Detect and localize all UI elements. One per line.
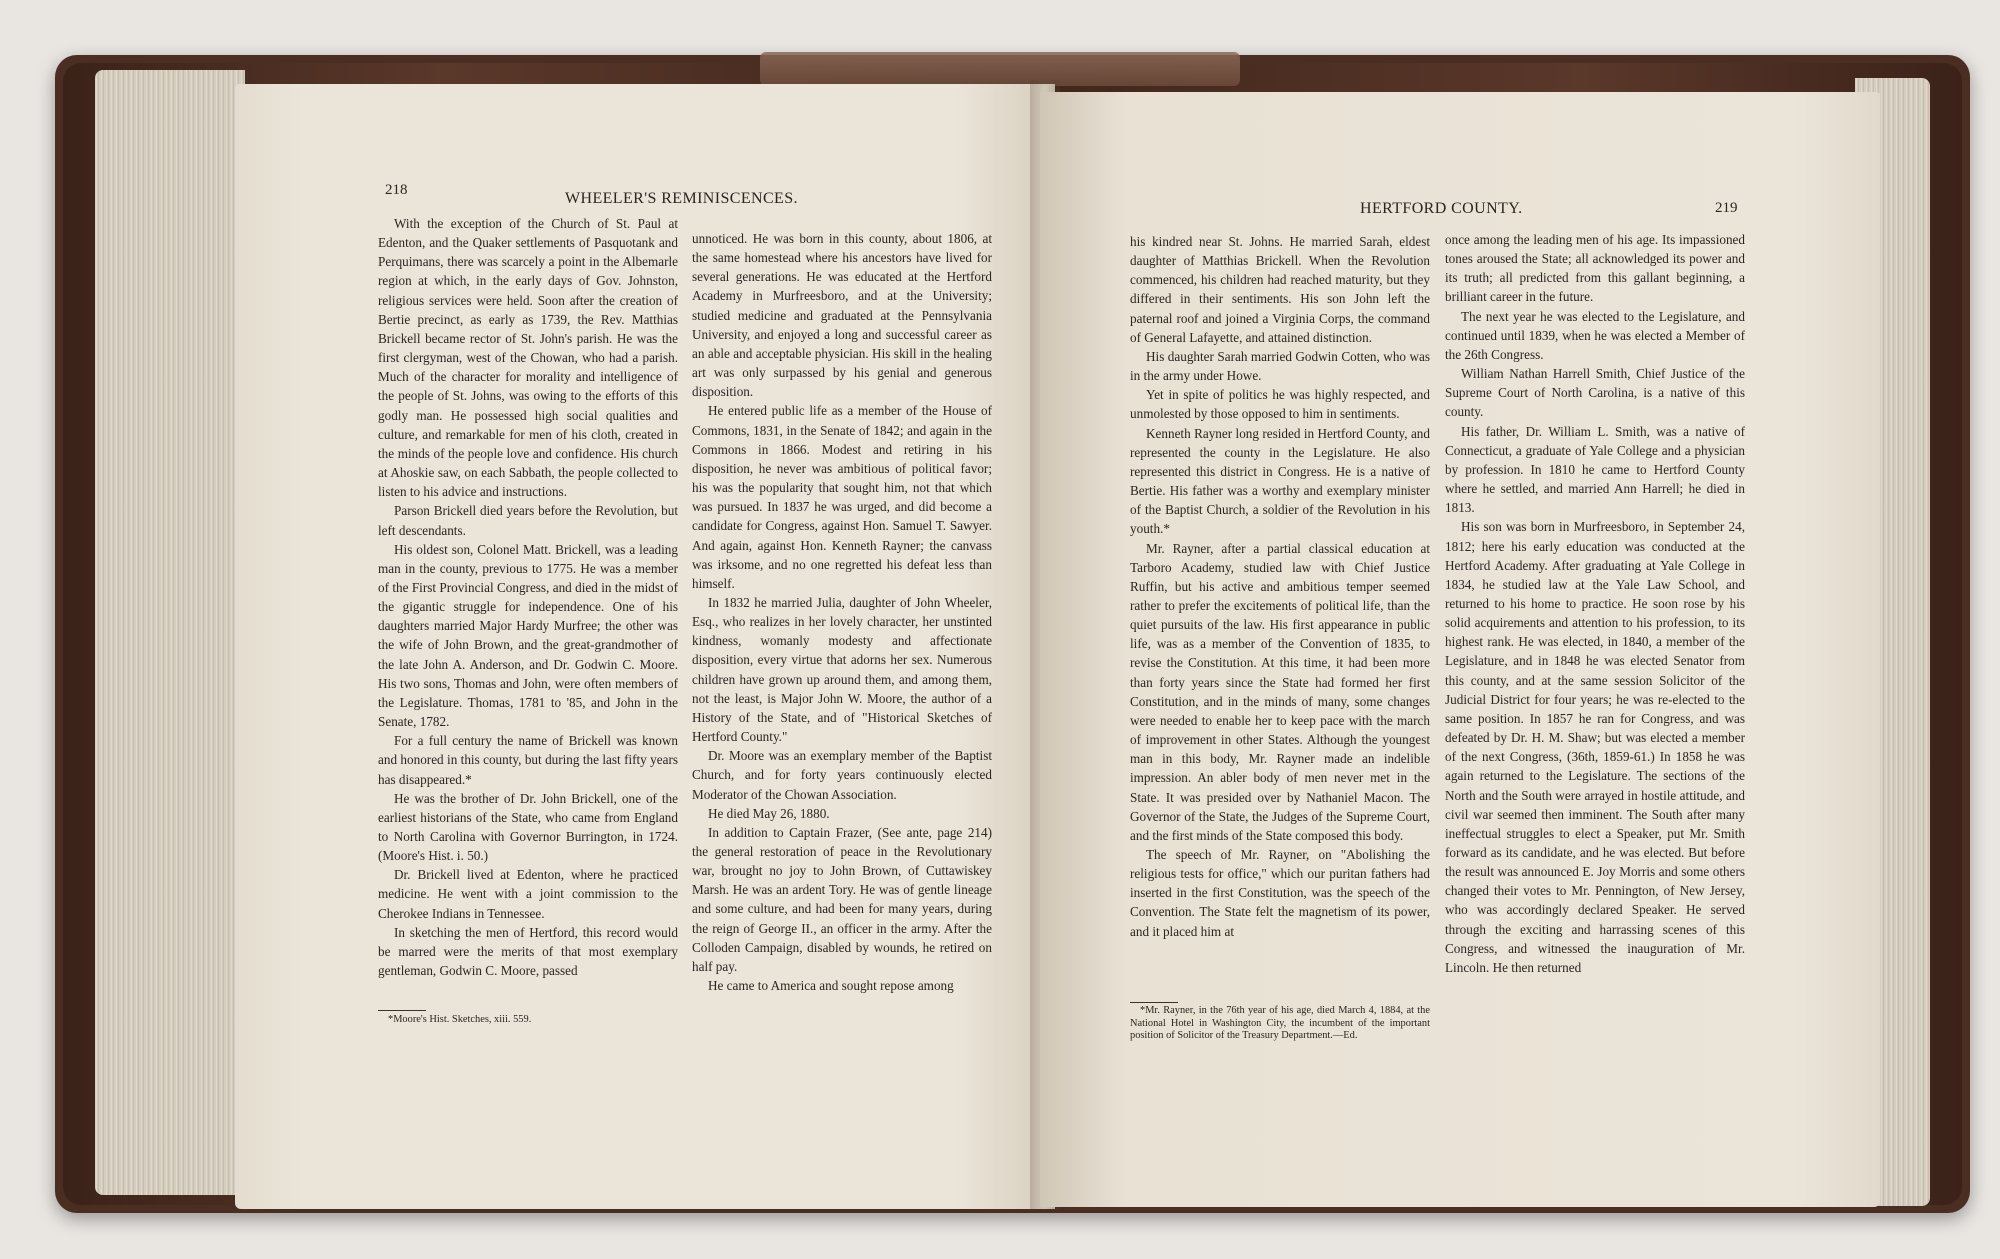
paragraph: He was the brother of Dr. John Brickell, one of the earliest historians of the State, who came from England to North Carolina with Governor Burrington, in 1724. (Moore's Hist. i. 50.) bbox=[378, 790, 678, 864]
spine-wear bbox=[760, 52, 1240, 86]
paragraph: His daughter Sarah married Godwin Cotten, who was in the army under Howe. bbox=[1130, 348, 1430, 384]
paragraph: In 1832 he married Julia, daughter of John Wheeler, Esq., who realizes in her lovely character, her unstinted kindness, womanly modesty and affectionate disposition, every virtue that adorns her sex. Numerous children have grown up around them, and among them, not the least, is Major John W. Moore, the author of a History of the State, and of "Historical Sketches of Hertford County." bbox=[692, 594, 992, 745]
paragraph: Parson Brickell died years before the Revolution, but left descendants. bbox=[378, 503, 678, 538]
paragraph: He came to America and sought repose among bbox=[708, 978, 954, 994]
right-page bbox=[1040, 92, 1880, 1207]
paragraph: Dr. Brickell lived at Edenton, where he practiced medicine. He went with a joint commission to the Cherokee Indians in Tennessee. bbox=[378, 867, 678, 921]
paragraph: once among the leading men of his age. Its impassioned tones aroused the State; all acknowledged its power and its truth; all predicted from this gallant beginning, a brilliant career in the future. bbox=[1445, 232, 1745, 305]
paragraph: The next year he was elected to the Legislature, and continued until 1839, when he was elected a Member of the 26th Congress. bbox=[1445, 308, 1745, 362]
right-footnote bbox=[1130, 1005, 1430, 1043]
footnote-rule bbox=[378, 1010, 426, 1011]
paragraph: His father, Dr. William L. Smith, was a native of Connecticut, a graduate of Yale College and a physician by profession. In 1810 he came to Hertford County where he settled, and married Ann Harrell; he died in 1813. bbox=[1445, 423, 1745, 516]
paragraph: For a full century the name of Brickell was known and honored in this county, but during the last fifty years has disappeared.* bbox=[378, 733, 678, 787]
paragraph: In addition to Captain Frazer, (See ante, page 214) the general restoration of peace in the Revolutionary war, brought no joy to John Brown, of Cuttawiskey Marsh. He was an ardent Tory. He was of gentle lineage and some culture, and had been for many years, during the reign of George II., an officer in the army. After the Colloden Campaign, disabled by wounds, he retired on half pay. bbox=[692, 824, 992, 974]
paragraph: In sketching the men of Hertford, this record would be marred were the merits of that most exemplary gentleman, Godwin C. Moore, passed bbox=[378, 924, 678, 979]
paragraph: With the exception of the Church of St. Paul at Edenton, and the Quaker settlements of Pasquotank and Perquimans, there was scarcely a point in the Albemarle region at which, in the early days of Gov. Johnston, religious services were held. Soon after the creation of Bertie precinct, as early as 1739, the Rev. Matthias Brickell became rector of St. John's parish. He was the first clergyman, west of the Chowan, who had a parish. Much of the character for morality and intelligence of the people of St. Johns, was owing to the efforts of this godly man. He possessed high social qualities and culture, and remarkable for men of his cloth, created in the minds of the people love and confidence. His church at Ahoskie saw, on each Sabbath, the people collected to listen to his advice and instructions. bbox=[378, 216, 678, 500]
paragraph: Dr. Moore was an exemplary member of the Baptist Church, and for forty years continuously elected Moderator of the Chowan Association. bbox=[692, 748, 992, 802]
right-column-2 bbox=[1445, 230, 1745, 977]
footnote-rule bbox=[1130, 1002, 1178, 1003]
paragraph: Yet in spite of politics he was highly respected, and unmolested by those opposed to him in sentiments. bbox=[1130, 387, 1430, 422]
paragraph: His oldest son, Colonel Matt. Brickell, was a leading man in the county, previous to 1775. He was a member of the First Provincial Congress, and died in the midst of the gigantic struggle for independence. One of his daughters married Major Hardy Murfree; the other was the wife of John Brown, and the great-grandmother of the late John A. Anderson, and Dr. Godwin C. Moore. His two sons, Thomas and John, were often members of the Legislature. Thomas, 1781 to '85, and John in the Senate, 1782. bbox=[378, 541, 678, 730]
left-page bbox=[235, 84, 1055, 1209]
left-column-1 bbox=[378, 214, 678, 980]
left-page-edges bbox=[95, 70, 245, 1195]
paragraph: His son was born in Murfreesboro, in September 24, 1812; here his early education was conducted at the Hertford Academy. After graduating at Yale College in 1834, he studied law at the Yale Law School, and returned to his home to practice. He soon rose by his solid acquirements and attention to his profession, to its highest rank. He was elected, in 1840, a member of the Legislature, and in 1848 he was elected Senator from this county, and at the same session Solicitor of the Judicial District for four years; he was re-elected to the same position. In 1857 he ran for Congress, and was defeated by Dr. H. M. Shaw; but was elected a member of the next Congress, (36th, 1859-61.) In 1858 he was again returned to the Legislature. The sections of the North and the South were arrayed in hostile attitude, and civil war seemed then imminent. The South after many ineffectual struggles to elect a Speaker, put Mr. Smith forward as its candidate, and he was elected. But before the result was announced E. Joy Morris and some others changed their votes to Mr. Pennington, of New Jersey, who was accordingly declared Speaker. He served through the exciting and harrassing scenes of this Congress, and witnessed the inauguration of Mr. Lincoln. He then returned bbox=[1445, 519, 1745, 975]
right-page-number: 219 bbox=[1715, 200, 1738, 216]
left-footnote bbox=[378, 1014, 678, 1027]
paragraph: The speech of Mr. Rayner, on "Abolishing the religious tests for office," which our puritan fathers had inserted in the first Constitution, was the speech of the Convention. The State felt the magnetism of its power, and it placed him at bbox=[1130, 847, 1430, 939]
paragraph: He died May 26, 1880. bbox=[708, 805, 830, 821]
paragraph: his kindred near St. Johns. He married Sarah, eldest daughter of Matthias Brickell. When the Revolution commenced, his children had reached maturity, but they differed in their sentiments. His son John left the paternal roof and joined a Virginia Corps, the command of General Lafayette, and attained distinction. bbox=[1130, 234, 1430, 345]
paragraph: Mr. Rayner, after a partial classical education at Tarboro Academy, studied law with Chief Justice Ruffin, but his active and ambitious temper seemed rather to prefer the excitements of political life, than the quiet pursuits of the law. His first appearance in public life, was as a member of the Convention of 1835, to revise the Constitution. At this time, it had been more than forty years since the State had formed her first Constitution, and in the minds of many, some changes were needed to enable her to keep pace with the march of improvement in other States. Although the youngest man in this body, Mr. Rayner made an indelible impression. An abler body of men never met in the State. It was presided over by Nathaniel Macon. The Governor of the State, the Judges of the Supreme Court, and the first minds of the State composed this body. bbox=[1130, 540, 1430, 843]
left-running-head: WHEELER'S REMINISCENCES. bbox=[565, 190, 798, 207]
paragraph: He entered public life as a member of the House of Commons, 1831, in the Senate of 1842; and again in the Commons in 1866. Modest and retiring in his disposition, he never was ambitious of political favor; his was the popularity that sought him, not that which was pursued. In 1837 he was urged, and did become a candidate for Congress, against Hon. Samuel T. Sawyer. And again, against Hon. Kenneth Rayner; the canvass was irksome, and no one regretted his defeat less than himself. bbox=[692, 403, 992, 591]
paragraph: unnoticed. He was born in this county, about 1806, at the same homestead where his ancestors have lived for several generations. He was educated at the Hertford Academy in Murfreesboro, and at the University; studied medicine and graduated at the Pennsylvania University, and enjoyed a long and successful career as an able and acceptable physician. His skill in the healing art was only surpassed by his genial and generous disposition. bbox=[692, 231, 992, 400]
left-column-2 bbox=[692, 229, 992, 995]
footnote-text: *Moore's Hist. Sketches, xiii. 559. bbox=[388, 1014, 532, 1025]
paragraph: William Nathan Harrell Smith, Chief Justice of the Supreme Court of North Carolina, is a native of this county. bbox=[1445, 366, 1745, 420]
right-column-1 bbox=[1130, 232, 1430, 941]
paragraph: Kenneth Rayner long resided in Hertford County, and represented the county in the Legislature. He also represented this district in Congress. He is a native of Bertie. His father was a worthy and exemplary minister of the Baptist Church, a soldier of the Revolution in his youth.* bbox=[1130, 425, 1430, 537]
left-page-number: 218 bbox=[385, 182, 408, 198]
footnote-text: *Mr. Rayner, in the 76th year of his age, died March 4, 1884, at the National Hotel in Washington City, the incumbent of the important position of Solicitor of the Treasury Department.—Ed. bbox=[1130, 1005, 1430, 1041]
right-running-head: HERTFORD COUNTY. bbox=[1360, 200, 1523, 217]
